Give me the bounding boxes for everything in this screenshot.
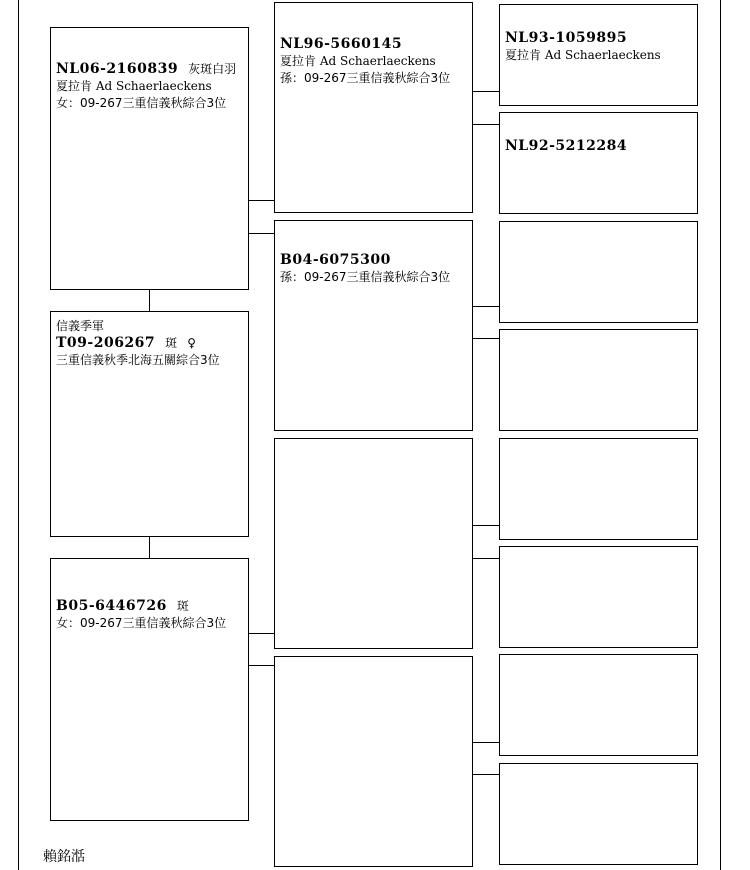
subject-caption: 信義季軍 <box>56 319 105 333</box>
subject-box <box>50 311 249 537</box>
breeder-name: 賴銘湉 <box>43 849 85 865</box>
sire-dam-box <box>274 220 473 431</box>
connector-sire-to-sire-sire <box>249 200 274 201</box>
dam-sire-box <box>274 438 473 649</box>
connector-sire-subject <box>149 290 150 312</box>
dam-box <box>50 558 249 821</box>
subject-line-1: 三重信義秋季北海五關綜合3位 <box>56 353 220 367</box>
ggp-box-4 <box>499 329 698 431</box>
sire-dam-line-1: 孫：09-267三重信義秋綜合3位 <box>280 270 451 284</box>
page-left-border <box>18 0 19 870</box>
ggp-1-line-1: 夏拉肯 Ad Schaerlaeckens <box>505 48 661 62</box>
sire-sire-line-1: 夏拉肯 Ad Schaerlaeckens <box>280 54 436 68</box>
connector-dam-to-dam-sire <box>249 633 274 634</box>
ggp-2-ring: NL92-5212284 <box>505 138 628 154</box>
dam-ring <box>56 597 243 615</box>
ggp-box-5 <box>499 438 698 540</box>
subject-sex-icon: ♀ <box>187 336 196 350</box>
ggp-box-1 <box>499 4 698 106</box>
connector-c2-1b <box>473 124 499 125</box>
connector-sire-to-sire-dam <box>249 233 274 234</box>
sire-ring <box>56 60 243 78</box>
connector-c2-3a <box>473 525 499 526</box>
page-right-border <box>720 0 721 870</box>
connector-c2-3b <box>473 558 499 559</box>
connector-subject-dam <box>149 537 150 559</box>
dam-color: 斑 <box>176 599 189 613</box>
dam-dam-box <box>274 656 473 867</box>
dam-line-1: 女：09-267三重信義秋綜合3位 <box>56 616 227 630</box>
sire-sire-ring: NL96-5660145 <box>280 36 403 52</box>
ggp-box-2 <box>499 112 698 214</box>
sire-ring-number: NL06-2160839 <box>56 61 179 77</box>
sire-box <box>50 27 249 290</box>
sire-line-2: 女：09-267三重信義秋綜合3位 <box>56 96 227 110</box>
ggp-box-3 <box>499 221 698 323</box>
connector-c2-4b <box>473 774 499 775</box>
connector-c2-1a <box>473 91 499 92</box>
connector-c2-2a <box>473 306 499 307</box>
dam-ring-number: B05-6446726 <box>56 598 167 614</box>
connector-c2-2b <box>473 338 499 339</box>
ggp-box-6 <box>499 546 698 648</box>
sire-color: 灰斑白羽 <box>188 62 237 76</box>
connector-dam-to-dam-dam <box>249 665 274 666</box>
sire-sire-line-2: 孫：09-267三重信義秋綜合3位 <box>280 71 451 85</box>
subject-ring-number: T09-206267 <box>56 335 156 351</box>
connector-c2-4a <box>473 742 499 743</box>
ggp-box-7 <box>499 654 698 756</box>
ggp-1-ring: NL93-1059895 <box>505 30 628 46</box>
sire-dam-ring: B04-6075300 <box>280 252 391 268</box>
sire-line-1: 夏拉肯 Ad Schaerlaeckens <box>56 79 212 93</box>
subject-color: 斑 <box>165 336 178 350</box>
sire-sire-box <box>274 2 473 213</box>
ggp-box-8 <box>499 763 698 865</box>
subject-ring <box>56 334 243 352</box>
